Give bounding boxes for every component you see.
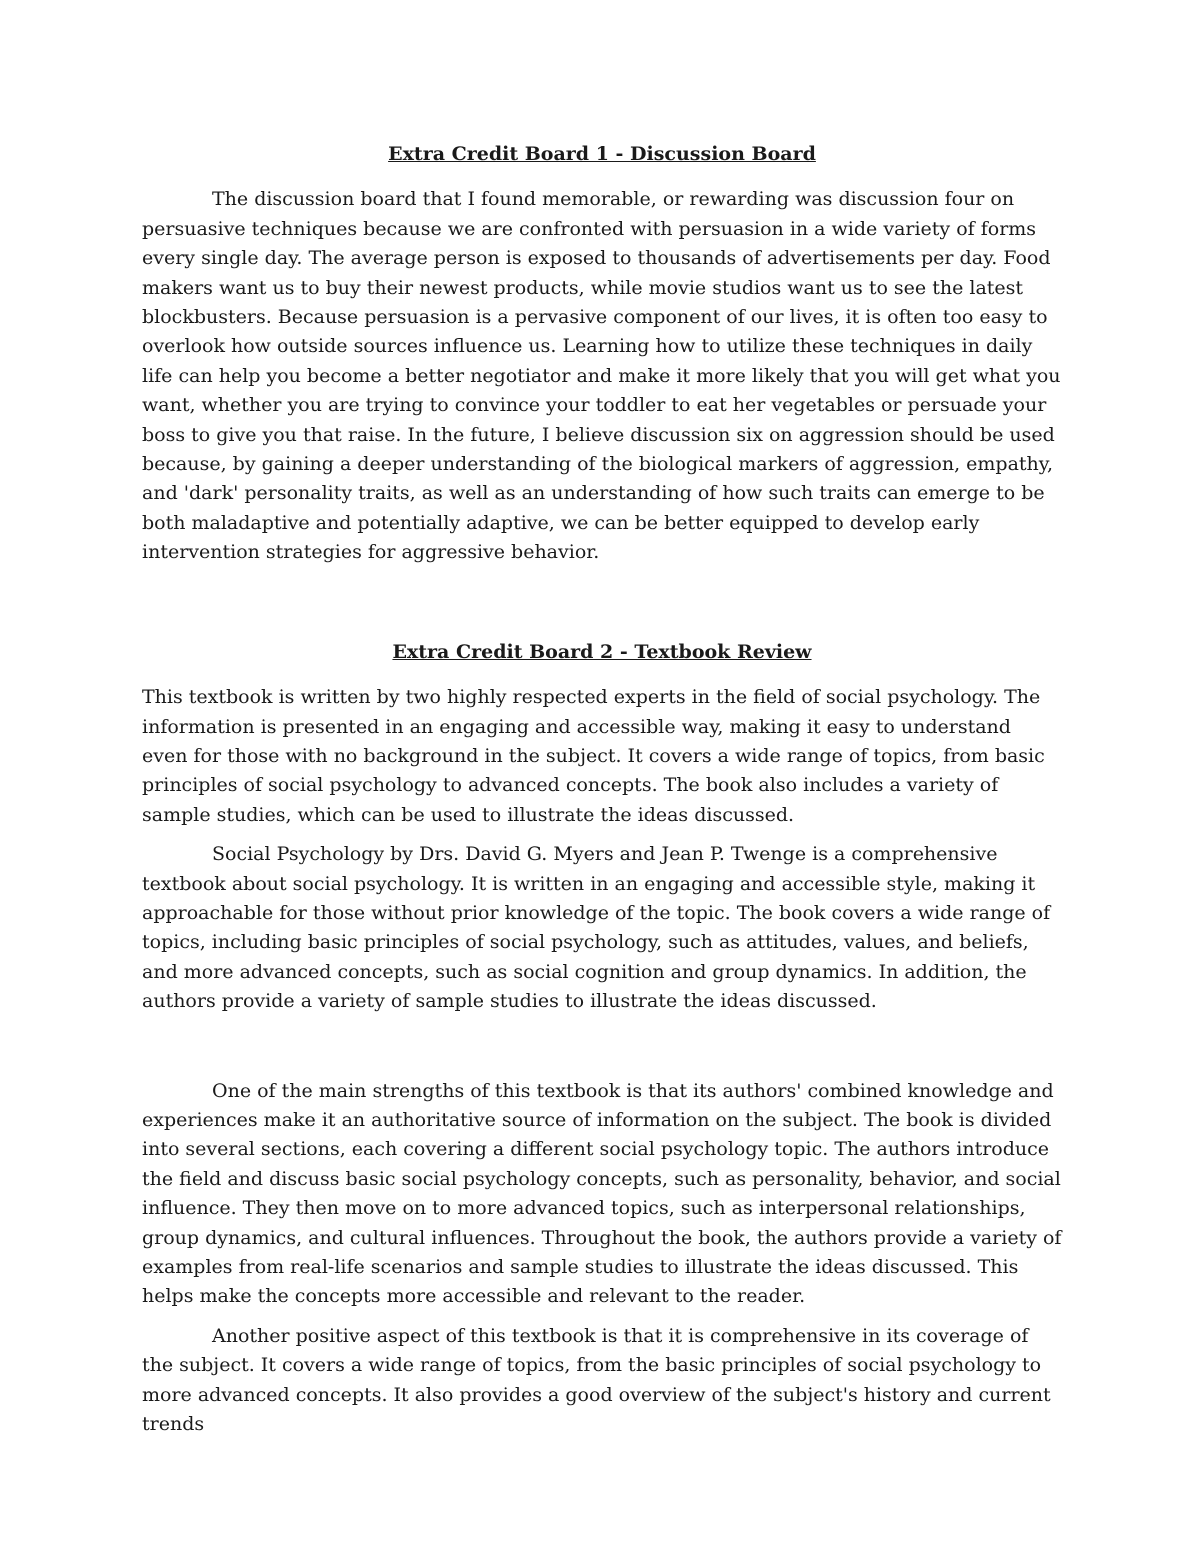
- spacer: [142, 1312, 1062, 1322]
- section-2-paragraph-1: This textbook is written by two highly respected experts in the field of social psychology. The information is presented in an engaging and accessible way, making it easy to understand even for those with no background in the subject. It covers a wide range of topics, from basic principles of social psychology to advanced concepts. The book also includes a variety of sample studies, which can be used to illustrate the ideas discussed.: [142, 686, 1045, 826]
- document-body: [142, 140, 1062, 1439]
- section-2-paragraph-2: Social Psychology by Drs. David G. Myers and Jean P. Twenge is a comprehensive textbook about social psychology. It is written in an engaging and accessible style, making it approachable for those without prior knowledge of the topic. The book covers a wide range of topics, including basic principles of social psychology, such as attitudes, values, and beliefs, and more advanced concepts, such as social cognition and group dynamics. In addition, the authors provide a variety of sample studies to illustrate the ideas discussed.: [142, 843, 1051, 1013]
- spacer: [142, 830, 1062, 840]
- section-2-heading: Extra Credit Board 2 - Textbook Review: [392, 640, 812, 663]
- section-2-paragraph-4: Another positive aspect of this textbook is that it is comprehensive in its coverage of the subject. It covers a wide range of topics, from the basic principles of social psychology to more advanced concepts. It also provides a good overview of the subject's history and current trends: [142, 1324, 1051, 1436]
- section-1-paragraph-1: The discussion board that I found memorable, or rewarding was discussion four on persuasive techniques because we are confronted with persuasion in a wide variety of forms every single day. The average person is exposed to thousands of advertisements per day. Food makers want us to buy their newest products, while movie studios want us to see the latest blockbusters. Because persuasion is a pervasive component of our lives, it is often too easy to overlook how outside sources influence us. Learning how to utilize these techniques in daily life can help you become a better negotiator and make it more likely that you will get what you want, whether you are trying to convince your toddler to eat her vegetables or persuade your boss to give you that raise. In the future, I believe discussion six on aggression should be used because, by gaining a deeper understanding of the biological markers of aggression, empathy, and 'dark' personality traits, as well as an understanding of how such traits can emerge to be both maladaptive and potentially adaptive, we can be better equipped to develop early intervention strategies for aggressive behavior.: [142, 188, 1061, 564]
- spacer: [142, 568, 1062, 638]
- section-1-heading: Extra Credit Board 1 - Discussion Board: [388, 143, 816, 165]
- section-2-paragraph-3: One of the main strengths of this textbook is that its authors' combined knowledge and experiences make it an authoritative source of information on the subject. The book is divided into several sections, each covering a different social psychology topic. The authors introduce the field and discuss basic social psychology concepts, such as personality, behavior, and social influence. They then move on to more advanced topics, such as interpersonal relationships, group dynamics, and cultural influences. Throughout the book, the authors provide a variety of examples from real-life scenarios and sample studies to illustrate the ideas discussed. This helps make the concepts more accessible and relevant to the reader.: [142, 1079, 1062, 1308]
- spacer: [142, 1017, 1062, 1077]
